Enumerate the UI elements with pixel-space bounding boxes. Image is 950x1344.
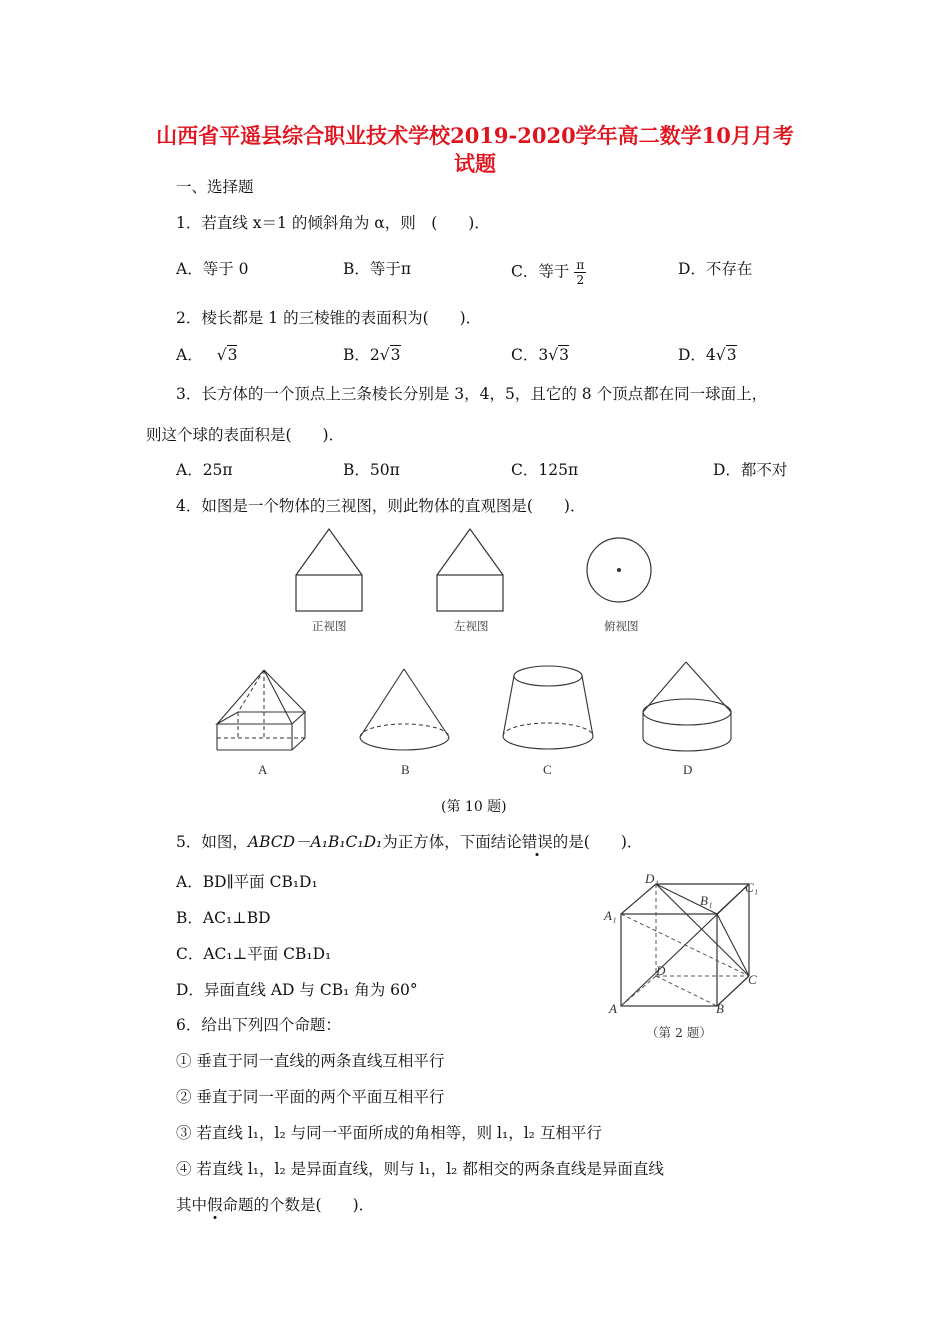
q6-proposition-1: ① 垂直于同一直线的两条直线互相平行	[176, 1052, 445, 1070]
cube-label-d1: D₁	[645, 871, 659, 886]
choice-b-label: B	[401, 762, 410, 777]
q2-option-c-label: C．3	[511, 346, 549, 364]
q2-option-c-radicand: 3	[559, 346, 569, 364]
q1-option-b: B．等于π	[343, 260, 412, 278]
q5-stem-prefix: 5．如图，	[176, 833, 248, 851]
q6-proposition-2: ② 垂直于同一平面的两个平面互相平行	[176, 1088, 445, 1106]
q6-tail-emphasis: 假	[207, 1196, 223, 1214]
q2-stem: 2．棱长都是 1 的三棱锥的表面积为( )．	[176, 309, 482, 327]
q1-option-a: A．等于 0	[176, 260, 249, 278]
q6-tail-suffix: 命题的个数是( )．	[222, 1196, 375, 1214]
q2-option-c: C．3√3	[511, 346, 569, 364]
choice-c-figure	[499, 662, 599, 754]
q1-stem: 1．若直线 x＝1 的倾斜角为 α，则 ( )．	[176, 214, 490, 232]
section-heading: 一、选择题	[176, 178, 254, 196]
q3-stem-line-1: 3．长方体的一个顶点上三条棱长分别是 3，4，5，且它的 8 个顶点都在同一球面上，	[176, 385, 768, 403]
side-view-caption: 左视图	[454, 619, 489, 633]
q5-stem-emphasis: 错误	[521, 833, 553, 851]
choice-d-figure	[638, 660, 738, 756]
q5-stem	[176, 831, 642, 853]
q1-fraction-numerator: π	[576, 258, 585, 272]
q6-proposition-4: ④ 若直线 l₁，l₂ 是异面直线，则与 l₁，l₂ 都相交的两条直线是异面直线	[176, 1160, 664, 1178]
top-view-caption: 俯视图	[604, 619, 639, 633]
q5-stem-mid: 为正方体，下面结论	[382, 833, 522, 851]
q1-fraction-denominator: 2	[576, 273, 585, 287]
choice-c-label: C	[543, 762, 552, 777]
q3-option-d: D．都不对	[713, 461, 788, 479]
q2-option-b-radicand: 3	[390, 346, 401, 364]
cube-label-a: A	[609, 1001, 617, 1016]
q1-option-d: D．不存在	[678, 260, 753, 278]
q5-option-d: D．异面直线 AD 与 CB₁ 角为 60°	[176, 981, 418, 999]
choice-a-label: A	[258, 762, 268, 777]
title-line-1: 山西省平遥县综合职业技术学校2019-2020学年高二数学10月月考	[156, 123, 794, 148]
side-view-figure	[430, 525, 520, 615]
q2-option-a-radicand: 3	[227, 346, 238, 364]
q2-option-b: B．2√3	[343, 346, 401, 364]
q3-option-c: C．125π	[511, 461, 579, 479]
choice-d-label: D	[683, 762, 693, 777]
q2-option-a: A． √3	[176, 346, 238, 364]
cube-figure-caption: （第 2 题）	[646, 1025, 712, 1040]
choice-b-figure	[355, 666, 455, 756]
q1-option-c	[511, 258, 586, 287]
q3-option-a: A．25π	[176, 461, 233, 479]
cube-label-c: C	[748, 972, 757, 987]
q4-figure-caption: (第 10 题)	[441, 799, 507, 815]
top-view-figure	[582, 535, 662, 615]
choice-a-figure	[212, 666, 312, 756]
q2-option-a-label: A．	[176, 346, 203, 364]
q4-stem: 4．如图是一个物体的三视图，则此物体的直观图是( )．	[176, 497, 586, 515]
q2-option-d: D．4√3	[678, 346, 737, 364]
q3-stem-line-2: 则这个球的表面积是( )．	[146, 426, 345, 444]
title-line-2: 试题	[454, 151, 496, 176]
q1-option-c-fraction	[574, 258, 586, 287]
q6-tail	[176, 1194, 374, 1216]
front-view-figure	[290, 525, 380, 615]
q5-option-b: B．AC₁⊥BD	[176, 909, 271, 927]
q6-stem: 6．给出下列四个命题：	[176, 1016, 341, 1034]
q3-option-b: B．50π	[343, 461, 400, 479]
cube-label-b1: B₁	[700, 893, 713, 908]
cube-label-c1: C₁	[745, 880, 759, 895]
q2-option-d-label: D．4	[678, 346, 716, 364]
cube-label-d: D	[656, 963, 666, 978]
cube-label-a1: A₁	[604, 908, 617, 923]
q5-stem-math: ABCD－A₁B₁C₁D₁	[247, 833, 383, 851]
q5-option-c: C．AC₁⊥平面 CB₁D₁	[176, 945, 332, 963]
front-view-caption: 正视图	[312, 619, 347, 633]
q6-tail-prefix: 其中	[176, 1196, 208, 1214]
q5-stem-suffix: 的是( )．	[552, 833, 643, 851]
q6-proposition-3: ③ 若直线 l₁，l₂ 与同一平面所成的角相等，则 l₁，l₂ 互相平行	[176, 1124, 602, 1142]
q1-option-c-prefix: C．等于	[511, 262, 570, 281]
q2-option-d-radicand: 3	[726, 346, 737, 364]
q2-option-b-label: B．2	[343, 346, 380, 364]
q5-option-a: A．BD∥平面 CB₁D₁	[176, 873, 318, 891]
cube-label-b: B	[716, 1001, 724, 1016]
